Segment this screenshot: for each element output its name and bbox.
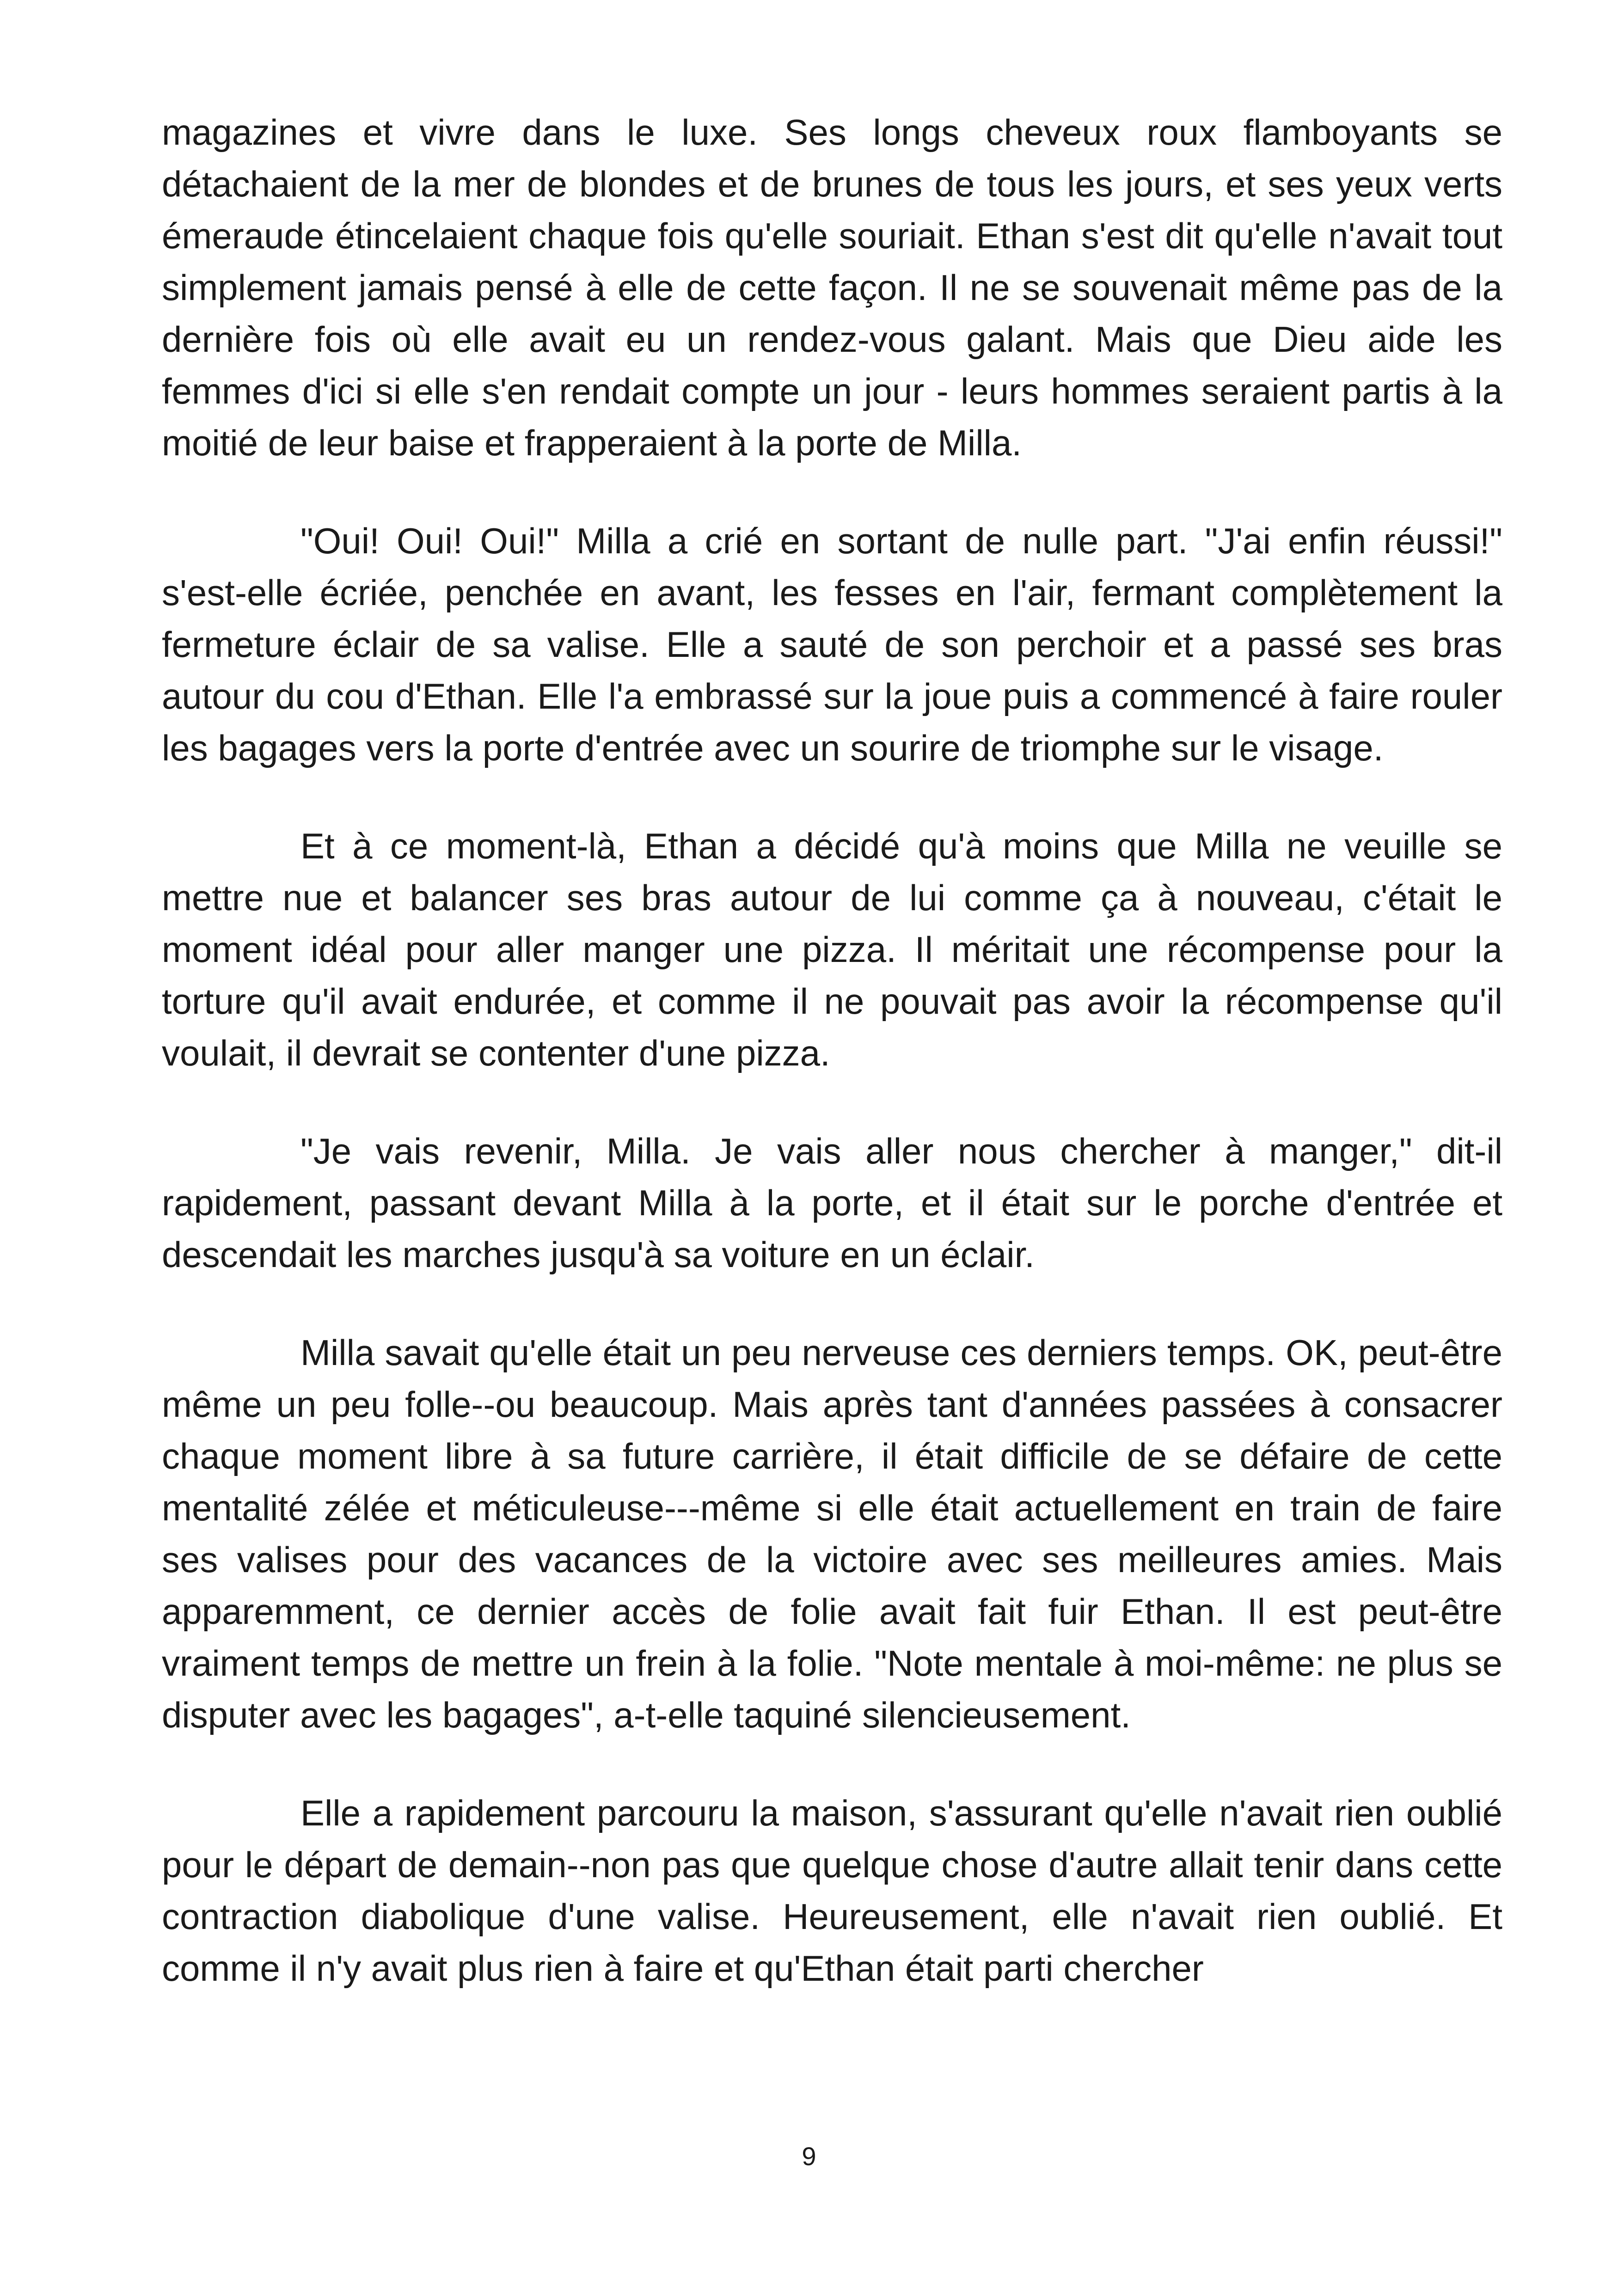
paragraph: Milla savait qu'elle était un peu nerveuse ces derniers temps. OK, peut-être même un peu folle--ou beaucoup. Mais après tant d'années passées à consacrer chaque moment libre à sa future carrière, il était difficile de se défaire de cette mentalité zélée et méticuleuse---même si elle était actuellement en train de faire ses valises pour des vacances de la victoire avec ses meilleures amies. Mais apparemment, ce dernier accès de folie avait fait fuir Ethan. Il est peut-être vraiment temps de mettre un frein à la folie. "Note mentale à moi-même: ne plus se disputer avec les bagages", a-t-elle taquiné silencieusement. bbox=[162, 1332, 1502, 1735]
paragraph: "Je vais revenir, Milla. Je vais aller nous chercher à manger," dit-il rapidement, passant devant Milla à la porte, et il était sur le porche d'entrée et descendait les marches jusqu'à sa voiture en un éclair. bbox=[162, 1131, 1502, 1275]
page-body bbox=[162, 106, 1502, 2040]
paragraph: "Oui! Oui! Oui!" Milla a crié en sortant de nulle part. "J'ai enfin réussi!" s'est-elle écriée, penchée en avant, les fesses en l'air, fermant complètement la fermeture éclair de sa valise. Elle a sauté de son perchoir et a passé ses bras autour du cou d'Ethan. Elle l'a embrassé sur la joue puis a commencé à faire rouler les bagages vers la porte d'entrée avec un sourire de triomphe sur le visage. bbox=[162, 520, 1502, 768]
page-number: 9 bbox=[802, 2142, 816, 2171]
paragraph: Elle a rapidement parcouru la maison, s'assurant qu'elle n'avait rien oublié pour le départ de demain--non pas que quelque chose d'autre allait tenir dans cette contraction diabolique d'une valise. Heureusement, elle n'avait rien oublié. Et comme il n'y avait plus rien à faire et qu'Ethan était parti chercher bbox=[162, 1793, 1502, 1989]
paragraph-continued: magazines et vivre dans le luxe. Ses longs cheveux roux flamboyants se détachaient de la mer de blondes et de brunes de tous les jours, et ses yeux verts émeraude étincelaient chaque fois qu'elle souriait. Ethan s'est dit qu'elle n'avait tout simplement jamais pensé à elle de cette façon. Il ne se souvenait même pas de la dernière fois où elle avait eu un rendez-vous galant. Mais que Dieu aide les femmes d'ici si elle s'en rendait compte un jour - leurs hommes seraient partis à la moitié de leur baise et frapperaient à la porte de Milla. bbox=[162, 112, 1502, 463]
paragraph: Et à ce moment-là, Ethan a décidé qu'à moins que Milla ne veuille se mettre nue et balancer ses bras autour de lui comme ça à nouveau, c'était le moment idéal pour aller manger une pizza. Il méritait une récompense pour la torture qu'il avait endurée, et comme il ne pouvait pas avoir la récompense qu'il voulait, il devrait se contenter d'une pizza. bbox=[162, 826, 1502, 1073]
